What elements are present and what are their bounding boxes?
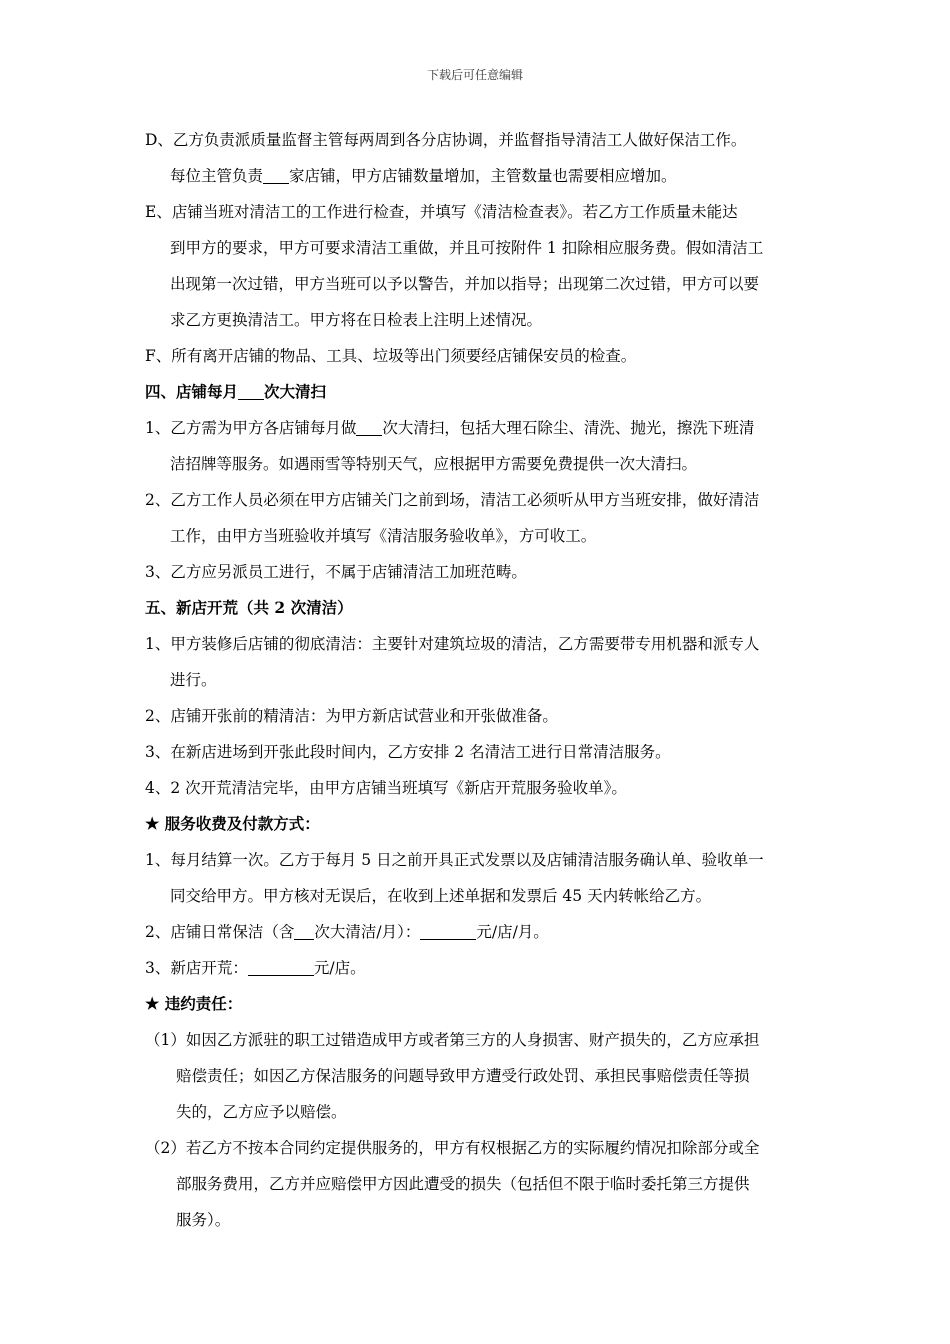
text-segment: 违约责任： — [164, 994, 243, 1013]
section-4-item-2-line-1: 2、乙方工作人员必须在甲方店铺关门之前到场，清洁工必须听从甲方当班安排，做好清洁 — [145, 491, 760, 509]
text-segment: 次大清扫，包括大理石除尘、清洗、抛光，擦洗下班清 — [382, 419, 755, 437]
section-4-item-2-line-2: 工作，由甲方当班验收并填写《清洁服务验收单》，方可收工。 — [170, 527, 597, 545]
liability-item-1-line-1: （1）如因乙方派驻的职工过错造成甲方或者第三方的人身损害、财产损失的，乙方应承担 — [145, 1031, 760, 1049]
star-icon: ★ — [145, 994, 160, 1013]
blank-underline — [248, 959, 314, 976]
section-4-heading — [145, 374, 810, 410]
section-4-item-1-line-1 — [145, 410, 810, 446]
blank-underline — [420, 923, 476, 940]
blank-underline — [294, 923, 314, 940]
text-segment: 家店铺，甲方店铺数量增加，主管数量也需要相应增加。 — [289, 167, 677, 185]
blank-underline — [263, 167, 289, 184]
fees-item-1-line-1: 1、每月结算一次。乙方于每月 5 日之前开具正式发票以及店铺清洁服务确认单、验收单一 — [145, 851, 764, 869]
blank-underline — [356, 419, 382, 436]
clause-d-line-2 — [145, 158, 810, 194]
text-segment: 元/店。 — [313, 959, 366, 977]
liability-item-2-line-2: 部服务费用，乙方并应赔偿甲方因此遭受的损失（包括但不限于临时委托第三方提供 — [176, 1175, 750, 1193]
section-5-heading: 五、新店开荒（共 2 次清洁） — [145, 598, 353, 617]
blank-underline — [238, 383, 264, 400]
clause-d-line-1: D、乙方负责派质量监督主管每两周到各分店协调，并监督指导清洁工人做好保洁工作。 — [145, 131, 747, 149]
clause-e-line-1: E、店铺当班对清洁工的工作进行检查，并填写《清洁检查表》。若乙方工作质量未能达 — [145, 203, 738, 221]
clause-e-line-3: 出现第一次过错，甲方当班可以予以警告，并加以指导；出现第二次过错，甲方可以要 — [170, 275, 760, 293]
text-segment: 2、店铺日常保洁（含 — [145, 923, 295, 941]
clause-e-line-2: 到甲方的要求，甲方可要求清洁工重做，并且可按附件 1 扣除相应服务费。假如清洁工 — [170, 239, 764, 257]
text-segment: 每位主管负责 — [170, 167, 264, 185]
section-5-item-2: 2、店铺开张前的精清洁：为甲方新店试营业和开张做准备。 — [145, 707, 558, 725]
fees-item-1-line-2: 同交给甲方。甲方核对无误后，在收到上述单据和发票后 45 天内转帐给乙方。 — [170, 887, 712, 905]
section-5-item-4: 4、2 次开荒清洁完毕，由甲方店铺当班填写《新店开荒服务验收单》。 — [145, 779, 627, 797]
document-body — [145, 122, 810, 1238]
liability-item-2-line-1: （2）若乙方不按本合同约定提供服务的，甲方有权根据乙方的实际履约情况扣除部分或全 — [145, 1139, 760, 1157]
text-segment: 元/店/月。 — [476, 923, 549, 941]
fees-item-3 — [145, 950, 810, 986]
clause-f-line-1: F、所有离开店铺的物品、工具、垃圾等出门须要经店铺保安员的检查。 — [145, 347, 637, 365]
fees-heading — [145, 806, 810, 842]
liability-item-1-line-2: 赔偿责任；如因乙方保洁服务的问题导致甲方遭受行政处罚、承担民事赔偿责任等损 — [176, 1067, 750, 1085]
text-segment: 1、乙方需为甲方各店铺每月做 — [145, 419, 357, 437]
fees-item-2 — [145, 914, 810, 950]
section-5-item-1-line-2: 进行。 — [170, 671, 217, 689]
star-icon: ★ — [145, 814, 160, 833]
section-5-item-3: 3、在新店进场到开张此段时间内，乙方安排 2 名清洁工进行日常清洁服务。 — [145, 743, 671, 761]
clause-e-line-4: 求乙方更换清洁工。甲方将在日检表上注明上述情况。 — [170, 311, 543, 329]
text-segment: 服务收费及付款方式： — [164, 814, 320, 833]
text-segment: 次大清洁/月）： — [314, 923, 421, 941]
liability-item-1-line-3: 失的，乙方应予以赔偿。 — [176, 1103, 347, 1121]
page-header: 下载后可任意编辑 — [426, 68, 523, 82]
liability-item-2-line-3: 服务）。 — [176, 1211, 231, 1229]
text-segment: 3、新店开荒： — [145, 959, 248, 977]
text-segment: 次大清扫 — [264, 382, 327, 401]
section-4-item-1-line-2: 洁招牌等服务。如遇雨雪等特别天气，应根据甲方需要免费提供一次大清扫。 — [170, 455, 698, 473]
liability-heading — [145, 986, 810, 1022]
section-5-item-1-line-1: 1、甲方装修后店铺的彻底清洁：主要针对建筑垃圾的清洁，乙方需要带专用机器和派专人 — [145, 635, 760, 653]
section-4-item-3: 3、乙方应另派员工进行，不属于店铺清洁工加班范畴。 — [145, 563, 527, 581]
text-segment: 四、店铺每月 — [145, 382, 239, 401]
